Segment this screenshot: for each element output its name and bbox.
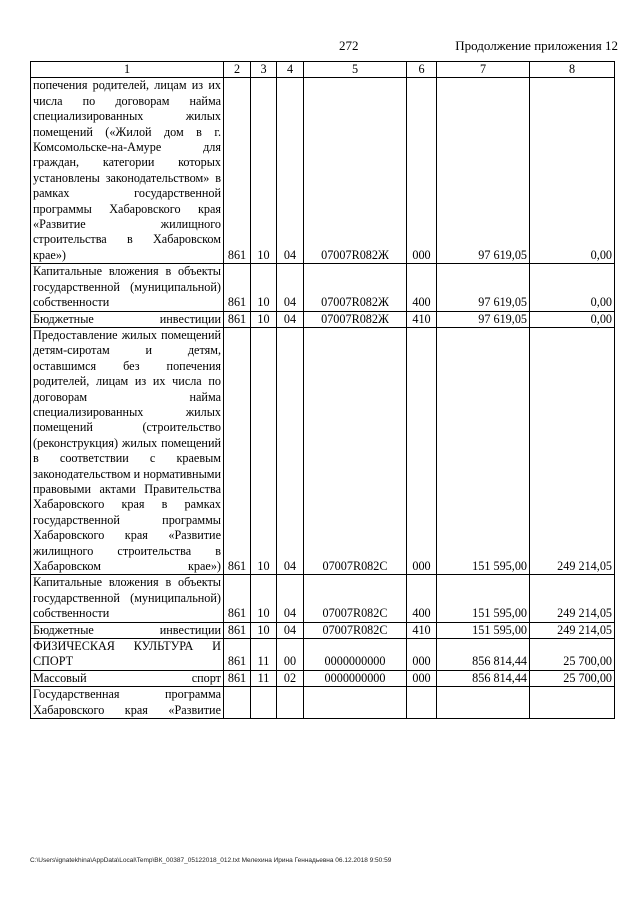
cell-amount-2019: 151 595,00 xyxy=(437,327,530,575)
cell-ministry-code: 861 xyxy=(224,264,251,311)
table-row xyxy=(31,622,615,638)
cell-expense-type: 000 xyxy=(407,670,437,686)
column-header: 1 xyxy=(31,62,224,78)
cell-target-article: 07007R082С xyxy=(304,575,407,622)
cell-amount-2020 xyxy=(530,687,615,719)
cell-target-article: 0000000000 xyxy=(304,639,407,671)
page-number: 272 xyxy=(339,38,359,53)
cell-target-article: 0000000000 xyxy=(304,670,407,686)
cell-amount-2020: 25 700,00 xyxy=(530,639,615,671)
cell-expense-type: 400 xyxy=(407,264,437,311)
cell-amount-2019: 856 814,44 xyxy=(437,670,530,686)
cell-section: 10 xyxy=(251,327,277,575)
cell-subsection: 04 xyxy=(277,622,304,638)
cell-section: 10 xyxy=(251,622,277,638)
cell-target-article: 07007R082С xyxy=(304,327,407,575)
cell-section: 10 xyxy=(251,575,277,622)
file-path-footer: C:\Users\ignatekhina\AppData\Local\Temp\ВК_00387_05122018_012.txt Мелехина Ирина Геннадьевна 06.12.2018 9:50:59 xyxy=(30,857,392,864)
cell-target-article: 07007R082Ж xyxy=(304,311,407,327)
cell-expense-type: 000 xyxy=(407,327,437,575)
continuation-label: Продолжение приложения 12 xyxy=(455,38,618,53)
cell-target-article: 07007R082С xyxy=(304,622,407,638)
cell-expense-type: 410 xyxy=(407,311,437,327)
cell-amount-2020: 0,00 xyxy=(530,311,615,327)
cell-amount-2020: 249 214,05 xyxy=(530,622,615,638)
cell-target-article: 07007R082Ж xyxy=(304,78,407,264)
cell-ministry-code: 861 xyxy=(224,639,251,671)
cell-amount-2020: 249 214,05 xyxy=(530,327,615,575)
column-header: 8 xyxy=(530,62,615,78)
budget-table xyxy=(30,61,615,719)
cell-description: Массовый спорт xyxy=(31,670,224,686)
cell-subsection: 02 xyxy=(277,670,304,686)
cell-section: 10 xyxy=(251,78,277,264)
cell-description: Бюджетные инвестиции xyxy=(31,311,224,327)
column-header: 6 xyxy=(407,62,437,78)
cell-amount-2019: 97 619,05 xyxy=(437,78,530,264)
cell-amount-2020: 0,00 xyxy=(530,78,615,264)
cell-subsection xyxy=(277,687,304,719)
cell-target-article: 07007R082Ж xyxy=(304,264,407,311)
cell-target-article xyxy=(304,687,407,719)
cell-subsection: 00 xyxy=(277,639,304,671)
cell-subsection: 04 xyxy=(277,311,304,327)
cell-ministry-code: 861 xyxy=(224,311,251,327)
cell-amount-2019: 151 595,00 xyxy=(437,575,530,622)
table-row xyxy=(31,575,615,622)
cell-amount-2019 xyxy=(437,687,530,719)
cell-description: ФИЗИЧЕСКАЯ КУЛЬТУРА И СПОРТ xyxy=(31,639,224,671)
cell-amount-2020: 0,00 xyxy=(530,264,615,311)
cell-section: 10 xyxy=(251,264,277,311)
cell-section xyxy=(251,687,277,719)
table-row xyxy=(31,264,615,311)
cell-ministry-code: 861 xyxy=(224,670,251,686)
cell-amount-2019: 151 595,00 xyxy=(437,622,530,638)
cell-subsection: 04 xyxy=(277,264,304,311)
cell-amount-2019: 97 619,05 xyxy=(437,311,530,327)
cell-section: 11 xyxy=(251,639,277,671)
cell-ministry-code: 861 xyxy=(224,78,251,264)
cell-ministry-code: 861 xyxy=(224,327,251,575)
cell-ministry-code: 861 xyxy=(224,575,251,622)
column-header: 2 xyxy=(224,62,251,78)
cell-expense-type xyxy=(407,687,437,719)
cell-subsection: 04 xyxy=(277,327,304,575)
cell-expense-type: 400 xyxy=(407,575,437,622)
table-body xyxy=(31,78,615,719)
cell-ministry-code: 861 xyxy=(224,622,251,638)
table-row xyxy=(31,311,615,327)
cell-description: Капитальные вложения в объекты государственной (муниципальной) собственности xyxy=(31,264,224,311)
column-header: 4 xyxy=(277,62,304,78)
cell-description: Капитальные вложения в объекты государственной (муниципальной) собственности xyxy=(31,575,224,622)
cell-section: 10 xyxy=(251,311,277,327)
cell-expense-type: 410 xyxy=(407,622,437,638)
cell-subsection: 04 xyxy=(277,78,304,264)
column-header: 7 xyxy=(437,62,530,78)
cell-amount-2019: 856 814,44 xyxy=(437,639,530,671)
table-row xyxy=(31,639,615,671)
cell-description: попечения родителей, лицам из их числа по договорам найма специализированных жилых помещений («Жилой дом в г. Комсомольске-на-Амуре для граждан, категории которых установлены законодательством» в рамках государственной программы Хабаровского края «Развитие жилищного строительства в Хабаровском крае») xyxy=(31,78,224,264)
cell-expense-type: 000 xyxy=(407,639,437,671)
cell-subsection: 04 xyxy=(277,575,304,622)
cell-amount-2019: 97 619,05 xyxy=(437,264,530,311)
column-header: 3 xyxy=(251,62,277,78)
column-header: 5 xyxy=(304,62,407,78)
cell-description: Предоставление жилых помещений детям-сиротам и детям, оставшимся без попечения родителей, лицам из их числа по договорам найма специализированных жилых помещений (строительство (реконструкция) жилых помещений в соответствии с краевым законодательством и нормативными правовыми актами Правительства Хабаровского края в рамках государственной программы Хабаровского края «Развитие жилищного строительства в Хабаровском крае») xyxy=(31,327,224,575)
table-row xyxy=(31,327,615,575)
table-row xyxy=(31,687,615,719)
cell-description: Государственная программа Хабаровского края «Развитие xyxy=(31,687,224,719)
cell-ministry-code xyxy=(224,687,251,719)
cell-amount-2020: 249 214,05 xyxy=(530,575,615,622)
table-row xyxy=(31,78,615,264)
cell-amount-2020: 25 700,00 xyxy=(530,670,615,686)
cell-section: 11 xyxy=(251,670,277,686)
cell-expense-type: 000 xyxy=(407,78,437,264)
cell-description: Бюджетные инвестиции xyxy=(31,622,224,638)
table-header-row xyxy=(31,62,615,78)
table-row xyxy=(31,670,615,686)
